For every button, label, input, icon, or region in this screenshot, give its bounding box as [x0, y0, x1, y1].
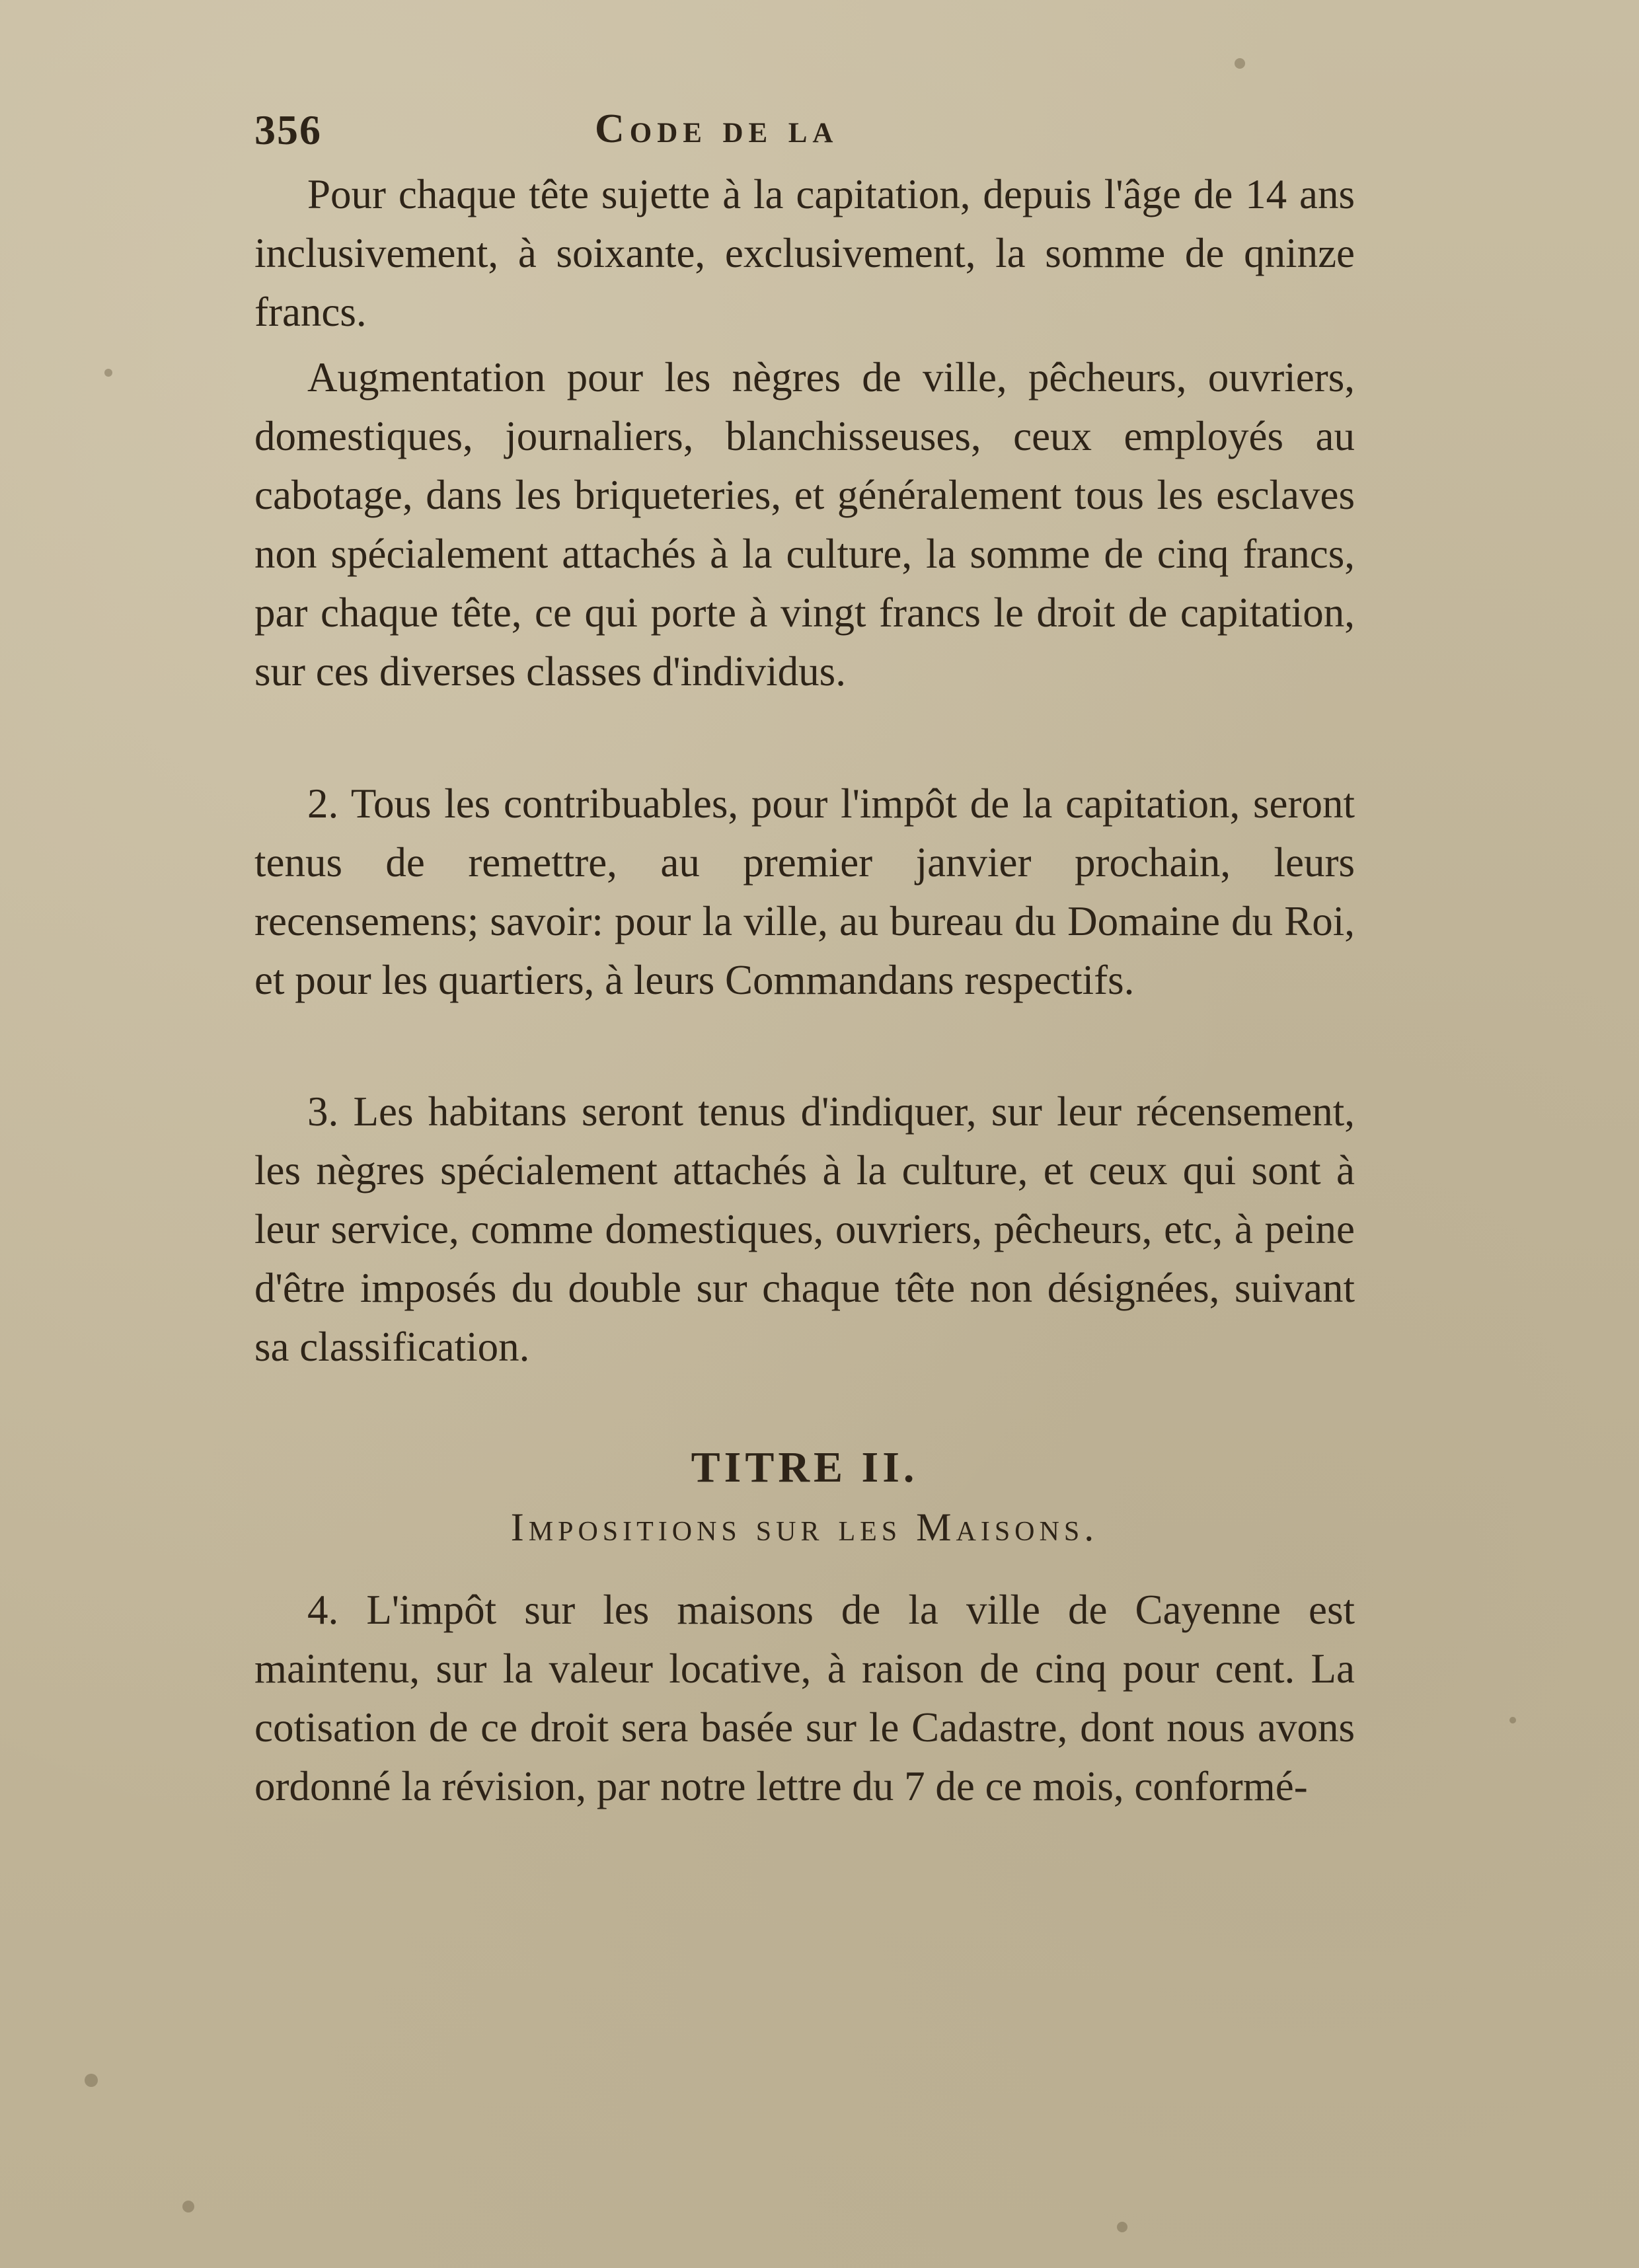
paragraph-capitation-rate: Pour chaque tête sujette à la capitation, depuis l'âge de 14 ans inclusivement, à soixante, exclusivement, la somme de qninze francs. — [254, 171, 1355, 335]
page-header — [254, 106, 1352, 159]
text-block — [254, 348, 1355, 701]
text-block — [254, 775, 1355, 1010]
paragraph-article-2: 2. Tous les contribuables, pour l'impôt de la capitation, seront tenus de remettre, au premier janvier prochain, leurs recensemens; savoir: pour la ville, au bureau du Domaine du Roi, et pour les quartiers, à leurs Commandans respectifs. — [254, 780, 1355, 1003]
text-block — [254, 165, 1355, 342]
foxing-spot — [104, 369, 112, 377]
foxing-spot — [85, 2074, 98, 2087]
section-subtitle: Impositions sur les Maisons. — [510, 1505, 1099, 1549]
foxing-spot — [1235, 58, 1245, 69]
page-number: 356 — [254, 106, 322, 153]
foxing-spot — [1117, 2222, 1127, 2232]
paragraph-article-4: 4. L'impôt sur les maisons de la ville de Cayenne est maintenu, sur la valeur locative, à raison de cinq pour cent. La cotisation de ce droit sera basée sur le Cadastre, dont nous avons ordonné la révision, par notre lettre du 7 de ce mois, conformé- — [254, 1587, 1355, 1809]
paragraph-article-3: 3. Les habitans seront tenus d'indiquer, sur leur récensement, les nègres spécialement attachés à la culture, et ceux qui sont à leur service, comme domestiques, ouvriers, pêcheurs, etc, à peine d'être imposés du double sur chaque tête non désignées, suivant sa classification. — [254, 1088, 1355, 1370]
running-title: Code de la — [595, 106, 839, 151]
text-block — [254, 1082, 1355, 1377]
text-block — [254, 1581, 1355, 1816]
foxing-spot — [182, 2201, 194, 2212]
foxing-spot — [1509, 1717, 1516, 1723]
section-title: TITRE II. — [691, 1443, 919, 1492]
paragraph-augmentation: Augmentation pour les nègres de ville, pêcheurs, ouvriers, domestiques, journaliers, blanchisseuses, ceux employés au cabotage, dans les briqueteries, et généralement tous les esclaves non spécialement attachés à la culture, la somme de cinq francs, par chaque tête, ce qui porte à vingt francs le droit de capitation, sur ces diverses classes d'individus. — [254, 354, 1355, 695]
